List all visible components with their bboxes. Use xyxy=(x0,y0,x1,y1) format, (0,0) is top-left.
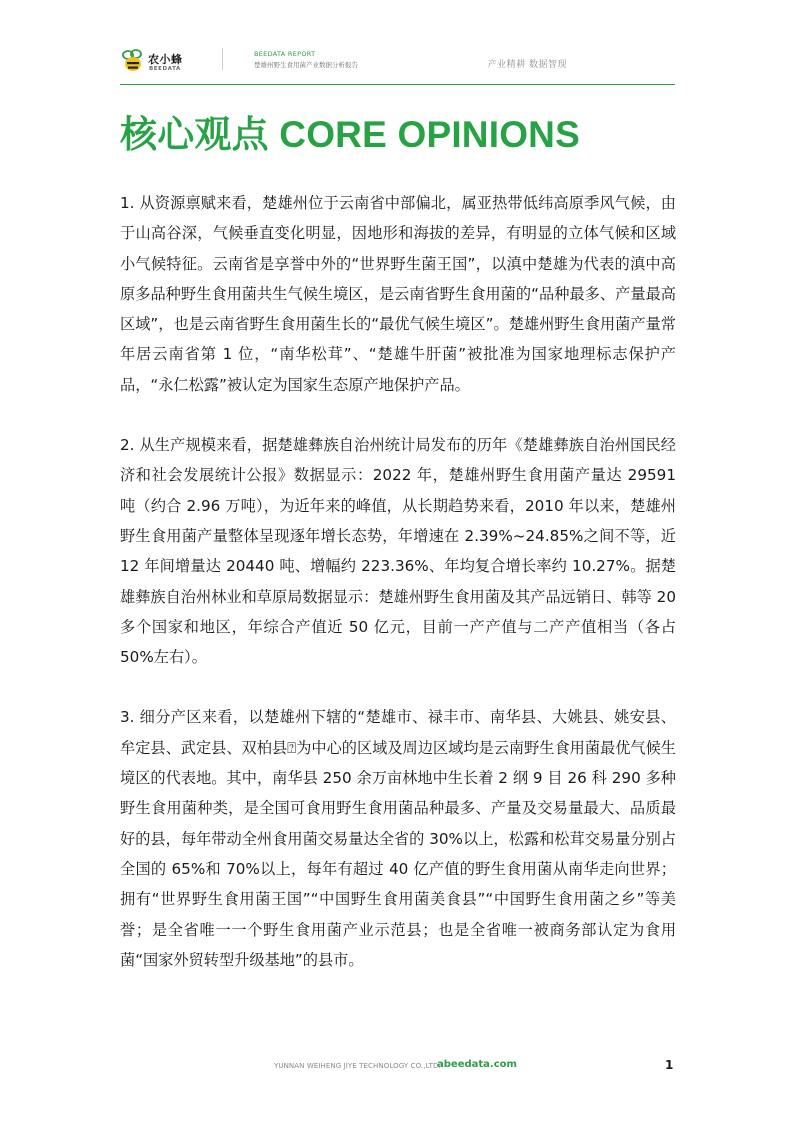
body-text xyxy=(120,188,676,1005)
report-title-cn: 楚雄州野生食用菌产业数据分析报告 xyxy=(254,61,358,69)
header-slogan: 产业精耕 数据智现 xyxy=(487,60,567,70)
logo-chinese-name: 农小蜂 xyxy=(148,53,183,66)
header-divider xyxy=(222,48,223,70)
footer-company-name: YUNNAN WEIHENG JIYE TECHNOLOGY CO.,LTD. xyxy=(274,1062,441,1070)
page-footer xyxy=(0,1058,793,1078)
logo-english-name: BEEDATA xyxy=(149,66,181,72)
report-label-en: BEEDATA REPORT xyxy=(254,50,316,58)
footer-website-link[interactable]: abeedata.com xyxy=(437,1059,517,1070)
paragraph-2: 2. 从生产规模来看，据楚雄彝族自治州统计局发布的历年《楚雄彝族自治州国民经济和社会发展统计公报》数据显示：2022 年，楚雄州野生食用菌产量达 29591 吨（约合 2.96 万吨），为近年来的峰值，从长期趋势来看，2010 年以来，楚雄州野生食用菌产量整体呈现逐年增长态势，年增速在 2.39%~24.85%之间不等，近 12 年间增量达 20440 吨、增幅约 223.36%、年均复合增长率约 10.27%。据楚雄彝族自治州林业和草原局数据显示：楚雄州野生食用菌及其产品远销日、韩等 20 多个国家和地区，年综合产值近 50 亿元，目前一产产值与二产产值相当（各占 50%左右）。 xyxy=(120,436,676,667)
page-number: 1 xyxy=(665,1058,674,1072)
header-rule xyxy=(120,84,675,85)
page-title: 核心观点 CORE OPINIONS xyxy=(120,114,580,155)
bee-logo-icon xyxy=(120,48,146,74)
paragraph-1: 1. 从资源禀赋来看，楚雄州位于云南省中部偏北，属亚热带低纬高原季风气候，由于山高谷深，气候垂直变化明显，因地形和海拔的差异，有明显的立体气候和区域小气候特征。云南省是享誉中外的“世界野生菌王国”，以滇中楚雄为代表的滇中高原多品种野生食用菌共生气候生境区，是云南省野生食用菌的“品种最多、产量最高区域”，也是云南省野生食用菌生长的“最优气候生境区”。楚雄州野生食用菌产量常年居云南省第 1 位，“南华松茸”、“楚雄牛肝菌”被批准为国家地理标志保护产品，“永仁松露”被认定为国家生态原产地保护产品。 xyxy=(120,194,676,394)
page-header xyxy=(120,44,675,84)
brand-logo xyxy=(120,48,220,78)
paragraph-3: 3. 细分产区来看，以楚雄州下辖的“楚雄市、禄丰市、南华县、大姚县、姚安县、牟定县、武定县、双柏县⍰为中心的区域及周边区域均是云南野生食用菌最优气候生境区的代表地。其中，南华县 250 余万亩林地中生长着 2 纲 9 目 26 科 290 多种野生食用菌种类，是全国可食用野生食用菌品种最多、产量及交易量最大、品质最好的县，每年带动全州食用菌交易量达全省的 30%以上，松露和松茸交易量分别占全国的 65%和 70%以上，每年有超过 40 亿产值的野生食用菌从南华走向世界；拥有“世界野生食用菌王国”“中国野生食用菌美食县”“中国野生食用菌之乡”等美誉；是全省唯一一个野生食用菌产业示范县；也是全省唯一被商务部认定为食用菌“国家外贸转型升级基地”的县市。 xyxy=(120,708,676,969)
